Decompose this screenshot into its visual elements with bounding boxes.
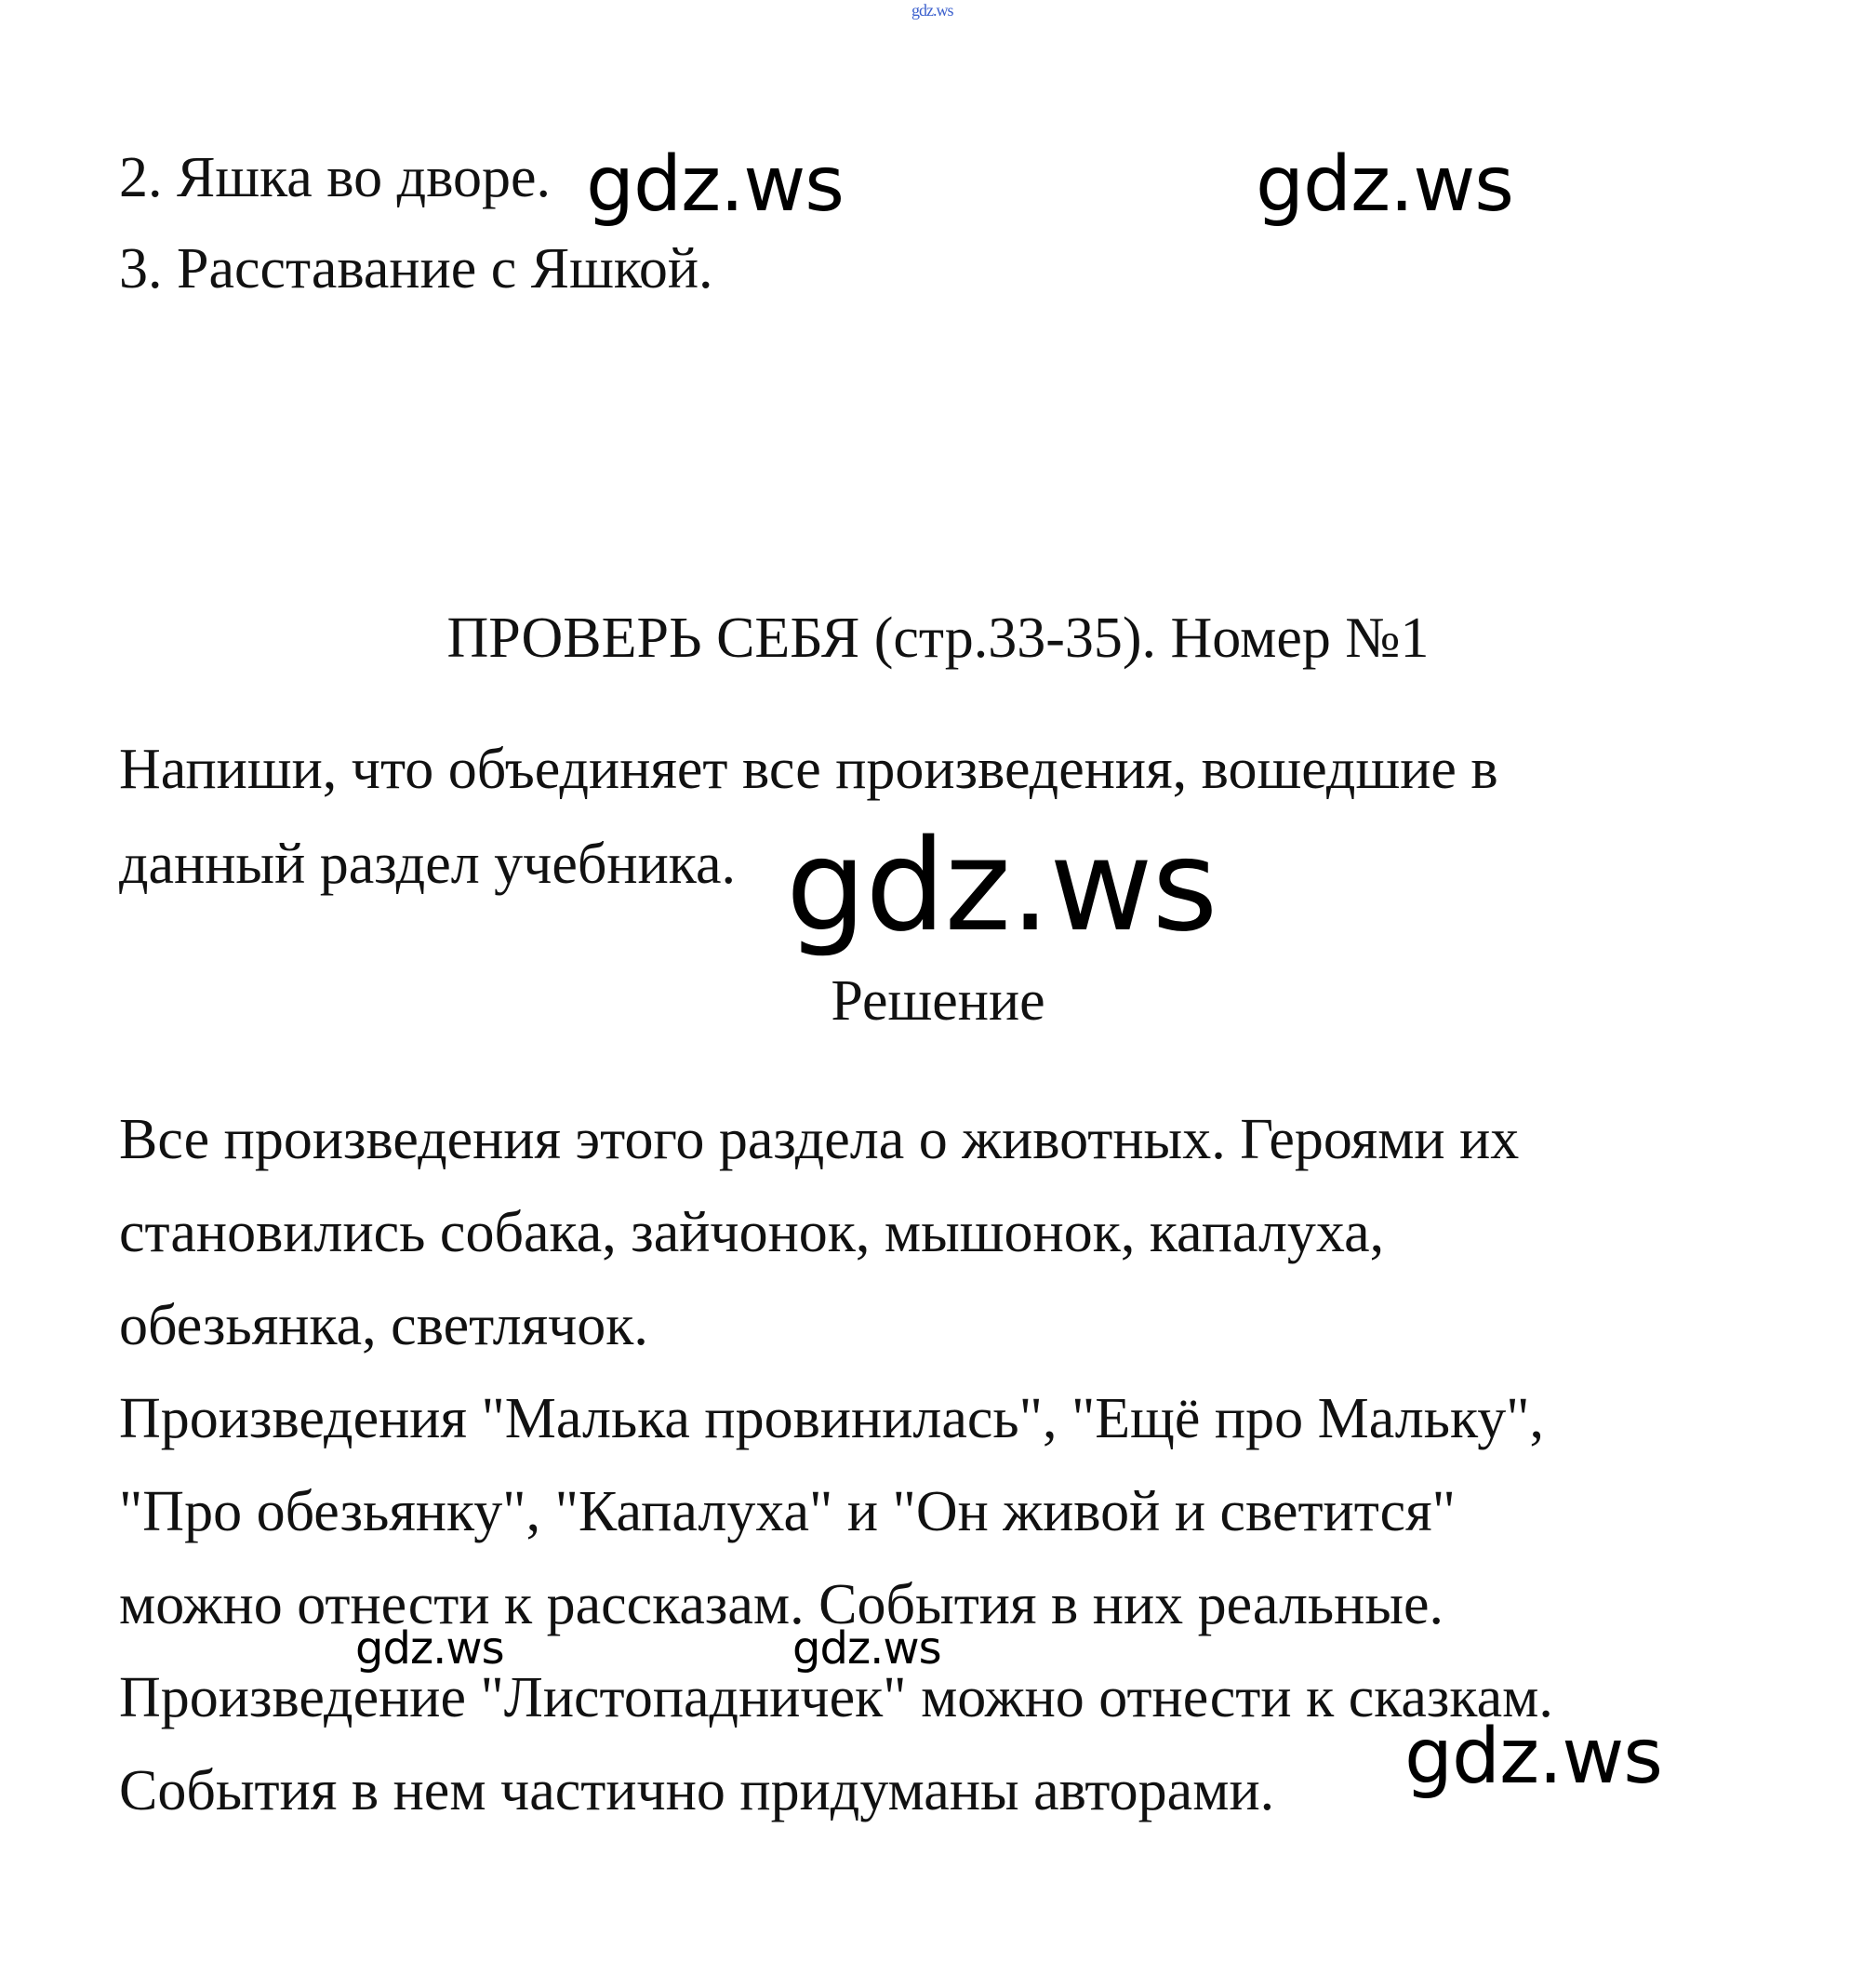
answer-line-1: Все произведения этого раздела о животных. Героями их (119, 1108, 1520, 1171)
watermark-3: gdz.ws (786, 813, 1217, 960)
watermark-2: gdz.ws (1256, 140, 1513, 229)
answer-line-4: Произведения "Малька провинилась", "Ещё про Мальку", (119, 1387, 1545, 1450)
list-item-3: 3. Расставание с Яшкой. (119, 237, 713, 300)
task-text-line-1: Напиши, что объединяет все произведения, вошедшие в (119, 738, 1498, 801)
watermark-5: gdz.ws (792, 1622, 941, 1675)
list-item-2: 2. Яшка во дворе. (119, 146, 552, 209)
task-text-line-2: данный раздел учебника. (119, 833, 736, 896)
exercise-heading: ПРОВЕРЬ СЕБЯ (стр.33-35). Номер №1 (446, 607, 1430, 670)
watermark-4: gdz.ws (355, 1622, 504, 1675)
watermark-6: gdz.ws (1404, 1713, 1662, 1801)
answer-line-8: События в нем частично придуманы авторами. (119, 1759, 1275, 1822)
answer-line-6: можно отнести к рассказам. События в них реальные. (119, 1573, 1444, 1636)
answer-line-3: обезьянка, светлячок. (119, 1294, 648, 1357)
watermark-1: gdz.ws (586, 140, 844, 229)
top-watermark: gdz.ws (911, 1, 953, 20)
answer-line-5: "Про обезьянку", "Капалуха" и "Он живой и светится" (119, 1480, 1456, 1543)
answer-line-2: становились собака, зайчонок, мышонок, капалуха, (119, 1201, 1385, 1264)
solution-label: Решение (831, 969, 1045, 1033)
answer-line-7: Произведение "Листопадничек" можно отнести к сказкам. (119, 1666, 1553, 1729)
